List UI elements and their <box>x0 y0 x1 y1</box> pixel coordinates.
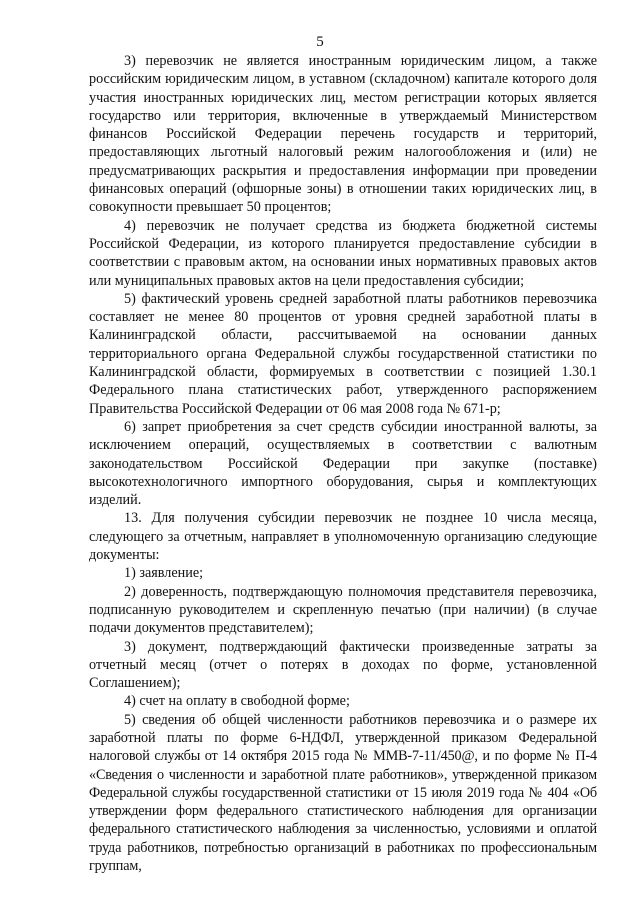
paragraph-item-3: 3) перевозчик не является иностранным юридическим лицом, а также российским юридическим лицом, в уставном (складочном) капитале которого доля участия иностранных юридических лиц, местом регистрации которых является государство или территория, включенные в утверждаемый Министерством финансов Российской Федерации перечень государств и территорий, предоставляющих льготный налоговый режим налогообложения и (или) не предусматривающих раскрытия и предоставления информации при проведении финансовых операций (офшорные зоны) в отношении таких юридических лиц, в совокупности превышает 50 процентов; <box>89 53 597 216</box>
list-item-cost-document: 3) документ, подтверждающий фактически произведенные затраты за отчетный месяц (отчет о потерях в доходах по форме, установленной Соглашением); <box>89 638 597 692</box>
list-item-power-of-attorney: 2) доверенность, подтверждающую полномочия представителя перевозчика, подписанную руководителем и скрепленную печатью (при наличии) (в случае подачи документов представителем); <box>89 583 597 637</box>
paragraph-section-13: 13. Для получения субсидии перевозчик не позднее 10 числа месяца, следующего за отчетным, направляет в уполномоченную организацию следующие документы: <box>89 510 597 564</box>
paragraph-item-5: 5) фактический уровень средней заработной платы работников перевозчика составляет не менее 80 процентов от уровня средней заработной платы в Калининградской области, рассчитываемой на основании данных территориального органа Федеральной службы государственной статистики по Калининградской области, формируемых в соответствии с позицией 1.30.1 Федерального плана статистических работ, утвержденного распоряжением Правительства Российской Федерации от 06 мая 2008 года № 671-р; <box>89 290 597 417</box>
document-body <box>89 52 597 875</box>
list-item-invoice: 4) счет на оплату в свободной форме; <box>124 693 350 710</box>
list-item-employee-info: 5) сведения об общей численности работников перевозчика и о размере их заработной платы по форме 6-НДФЛ, утвержденной приказом Федеральной налоговой службы от 14 октября 2015 года № ММВ-7-11/450@, и по форме № П-4 «Сведения о численности и заработной плате работников», утвержденной приказом Федеральной службы государственной статистики от 15 июля 2019 года № 404 «Об утверждении форм федерального статистического наблюдения для организации федерального статистического наблюдения за численностью, условиями и оплатой труда работников, потребностью организаций в работниках по профессиональным группам, <box>89 711 597 875</box>
list-item-application: 1) заявление; <box>124 565 204 582</box>
paragraph-item-6: 6) запрет приобретения за счет средств субсидии иностранной валюты, за исключением операций, осуществляемых в соответствии с валютным законодательством Российской Федерации при закупке (поставке) высокотехнологичного импортного оборудования, сырья и комплектующих изделий. <box>89 418 597 509</box>
page-number: 5 <box>316 34 324 50</box>
paragraph-item-4: 4) перевозчик не получает средства из бюджета бюджетной системы Российской Федерации, из которого планируется предоставление субсидии в соответствии с правовым актом, на основании иных нормативных правовых актов или муниципальных правовых актов на цели предоставления субсидии; <box>89 217 597 289</box>
